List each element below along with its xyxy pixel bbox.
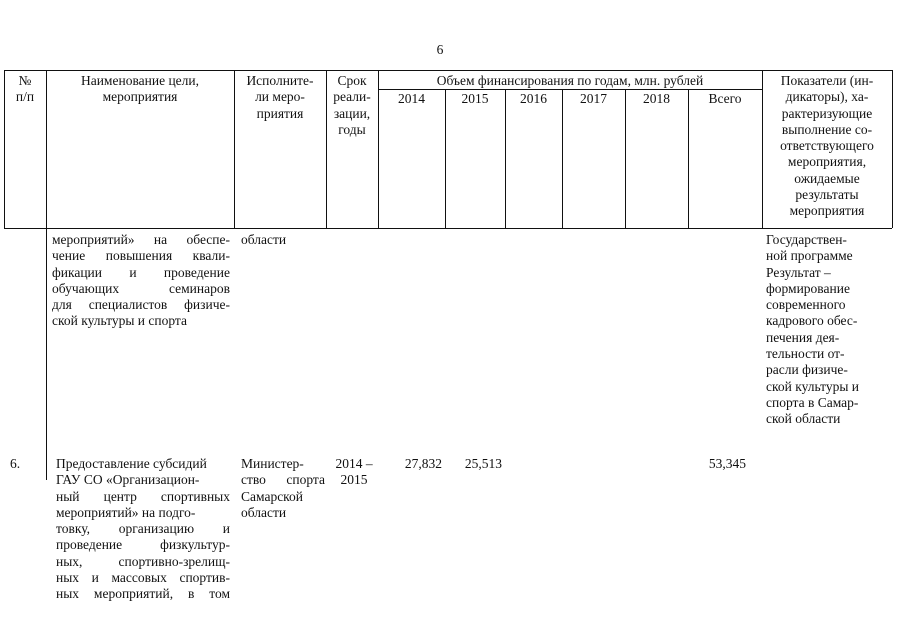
row6-name-line: товку, организацию и xyxy=(56,521,230,537)
header-year-2018: 2018 xyxy=(643,91,670,106)
row6-name-line: ный центр спортивных xyxy=(56,488,230,504)
row6-term: 2014 – 2015 xyxy=(335,456,373,488)
cont-indicator-line: современного xyxy=(766,297,846,313)
cont-indicator-line: Государствен- xyxy=(766,232,847,247)
header-year-2016: 2016 xyxy=(520,91,547,106)
cont-indicator-line: кадрового обес- xyxy=(766,313,858,329)
cont-indicator-line: спорта в Самар- xyxy=(766,394,859,410)
cont-name-line: фикации и проведение xyxy=(52,264,230,280)
col-border xyxy=(46,70,47,480)
cont-indicator-line: Результат – xyxy=(766,264,831,280)
cont-indicator-line: тельности от- xyxy=(766,346,845,362)
row6-name-line: Предоставление субсидий xyxy=(56,456,207,471)
cont-indicator-line: ской области xyxy=(766,411,841,427)
page-number: 6 xyxy=(436,42,444,57)
cont-executor-cell: области xyxy=(241,232,287,247)
col-border xyxy=(445,89,446,228)
cont-indicator-line: печения дея- xyxy=(766,329,840,345)
row6-executor-line: области xyxy=(241,504,287,520)
row6-name-cell xyxy=(56,456,230,603)
cont-name-line: ской культуры и спорта xyxy=(52,313,187,329)
row6-name-line: ных, спортивно-зрелищ- xyxy=(56,553,230,569)
row6-name-line: ных и массовых спортив- xyxy=(56,570,230,586)
header-year-2017: 2017 xyxy=(580,91,607,106)
row6-name-line: ных мероприятий, в том xyxy=(56,586,230,602)
row6-executor-cell xyxy=(241,456,325,521)
header-num: № п/п xyxy=(15,73,35,105)
cont-indicator-line: ной программе xyxy=(766,248,853,264)
cont-name-cell xyxy=(52,232,230,330)
row6-executor-line: ство спорта xyxy=(241,472,325,488)
cont-indicators-cell xyxy=(766,232,890,428)
header-year-2014: 2014 xyxy=(398,91,425,106)
header-year-2015: 2015 xyxy=(461,91,489,106)
cont-indicator-line: ской культуры и xyxy=(766,378,860,394)
col-border xyxy=(505,89,506,228)
col-border xyxy=(625,89,626,228)
row6-value-2014: 27,832 xyxy=(404,456,442,471)
header-top-rule xyxy=(4,70,892,71)
row6-executor-line: Самарской xyxy=(241,488,304,504)
row6-executor-line: Министер- xyxy=(241,456,304,471)
row6-num: 6. xyxy=(10,456,21,471)
col-border xyxy=(688,89,689,228)
header-term: Срок реали- зации, годы xyxy=(333,73,371,137)
cont-name-line: мероприятий» на обеспе- xyxy=(52,232,230,247)
header-executor: Исполните- ли меро- приятия xyxy=(246,73,314,121)
header-indicators: Показатели (ин- дикаторы), ха- рактеризующие выполнение со- ответствующего мероприятия, ожидаемые результаты мероприятия xyxy=(780,73,874,219)
row6-name-line: ГАУ СО «Организацион- xyxy=(56,472,200,488)
col-border xyxy=(892,70,893,228)
col-border xyxy=(562,89,563,228)
header-name: Наименование цели, мероприятия xyxy=(80,73,200,105)
row6-name-line: проведение физкультур- xyxy=(56,537,230,553)
cont-name-line: обучающих семинаров xyxy=(52,280,230,296)
row6-value-2015: 25,513 xyxy=(464,456,502,471)
cont-indicator-line: расли физиче- xyxy=(766,362,848,378)
row6-value-total: 53,345 xyxy=(708,456,746,471)
cont-name-line: для специалистов физиче- xyxy=(52,297,230,313)
header-funding-title: Объем финансирования по годам, млн. рублей xyxy=(436,73,704,88)
cont-indicator-line: формирование xyxy=(766,280,850,296)
row6-name-line: мероприятий» на подго- xyxy=(56,504,196,520)
header-bottom-rule xyxy=(4,228,892,229)
cont-name-line: чение повышения квали- xyxy=(52,248,230,264)
header-total: Всего xyxy=(708,91,742,106)
